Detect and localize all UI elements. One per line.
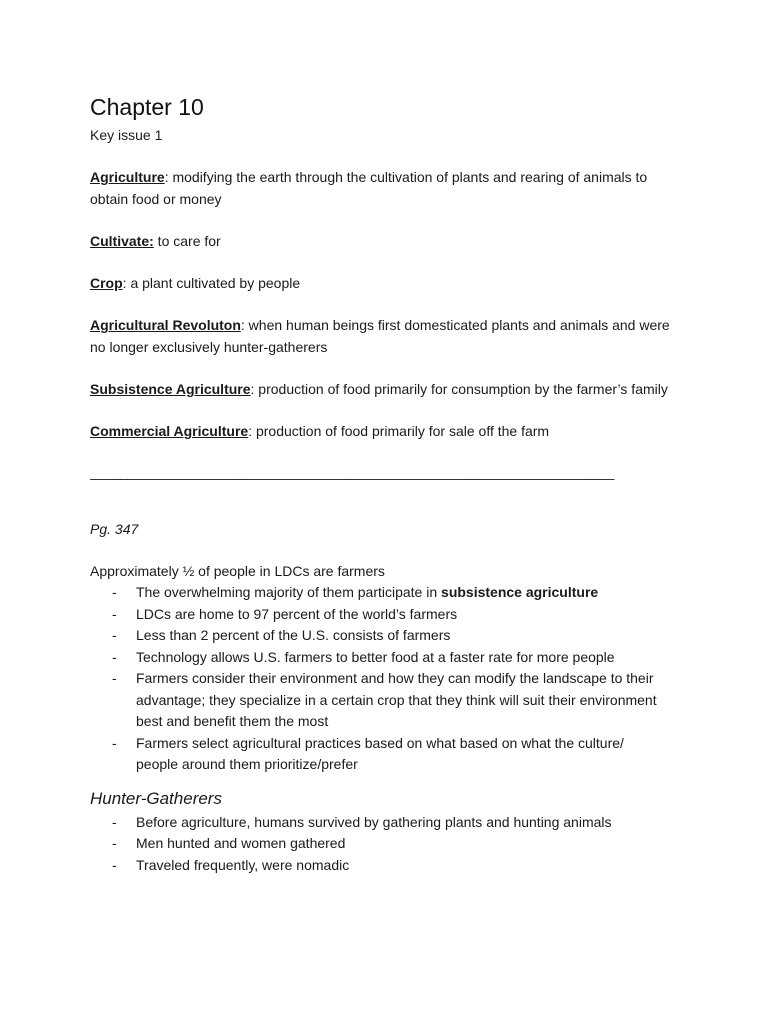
section-divider: ______________________________________________________________________	[90, 464, 615, 480]
term-crop	[90, 272, 685, 294]
term-definition: : production of food primarily for consumption by the farmer’s family	[250, 381, 668, 397]
term-commercial-agriculture	[90, 420, 685, 442]
list-item	[90, 647, 666, 669]
list-item	[90, 855, 666, 877]
list-item	[90, 812, 666, 834]
term-definition: : a plant cultivated by people	[122, 275, 301, 291]
page-reference: Pg. 347	[90, 521, 139, 537]
list-item-text: Technology allows U.S. farmers to better food at a faster rate for more people	[136, 648, 615, 665]
term-word: Subsistence Agriculture	[90, 381, 251, 397]
list-item	[90, 833, 666, 855]
chapter-subtitle: Key issue 1	[90, 127, 163, 143]
dash-marker: -	[112, 835, 117, 851]
term-definition: : modifying the earth through the cultivation of plants and rearing of animals to obtain food or money	[90, 169, 648, 207]
list-item	[90, 733, 666, 776]
term-subsistence-agriculture	[90, 378, 685, 400]
list-item-text: Less than 2 percent of the U.S. consists of farmers	[136, 627, 451, 643]
dash-marker: -	[112, 734, 117, 751]
chapter-title: Chapter 10	[90, 94, 204, 120]
farmers-intro: Approximately ½ of people in LDCs are farmers	[90, 563, 385, 579]
term-word: Cultivate:	[90, 233, 154, 249]
dash-marker: -	[112, 605, 117, 622]
list-item-text: Before agriculture, humans survived by gathering plants and hunting animals	[136, 813, 612, 830]
term-word: Commercial Agriculture	[90, 423, 249, 439]
list-item-text: Traveled frequently, were nomadic	[136, 856, 350, 873]
dash-marker: -	[112, 627, 117, 643]
list-item-text: The overwhelming majority of them participate in	[136, 584, 442, 600]
hunter-gatherers-list	[90, 812, 690, 877]
list-item-text: LDCs are home to 97 percent of the world’s farmers	[136, 605, 458, 622]
farmers-list	[90, 582, 690, 776]
dash-marker: -	[112, 648, 117, 665]
term-definition: to care for	[153, 233, 221, 249]
term-word: Crop	[90, 275, 123, 291]
dash-marker: -	[112, 856, 117, 873]
term-cultivate	[90, 230, 685, 252]
term-definition: : production of food primarily for sale off the farm	[248, 423, 550, 439]
term-agriculture	[90, 166, 685, 210]
list-item-text: Men hunted and women gathered	[136, 835, 346, 851]
dash-marker: -	[112, 670, 117, 686]
dash-marker: -	[112, 813, 117, 830]
dash-marker: -	[112, 584, 117, 600]
list-item	[90, 668, 666, 733]
list-item-text: Farmers consider their environment and how they can modify the landscape to their advantage; they specialize in a certain crop that they think will suit their environment best and benefit them the most	[136, 670, 657, 729]
list-item	[90, 625, 666, 647]
term-word: Agriculture	[90, 169, 165, 185]
list-item-text: Farmers select agricultural practices based on what based on what the culture/ people around them prioritize/prefer	[136, 734, 624, 772]
list-item	[90, 582, 666, 604]
document-page	[90, 90, 690, 876]
hunter-gatherers-heading: Hunter-Gatherers	[90, 788, 222, 808]
term-word: Agricultural Revoluton	[90, 317, 241, 333]
list-item	[90, 604, 666, 626]
list-item-bold-text: subsistence agriculture	[441, 584, 599, 600]
term-definition: : when human beings first domesticated plants and animals and were no longer exclusively hunter-gatherers	[90, 317, 670, 355]
term-agricultural-revolution	[90, 314, 685, 358]
